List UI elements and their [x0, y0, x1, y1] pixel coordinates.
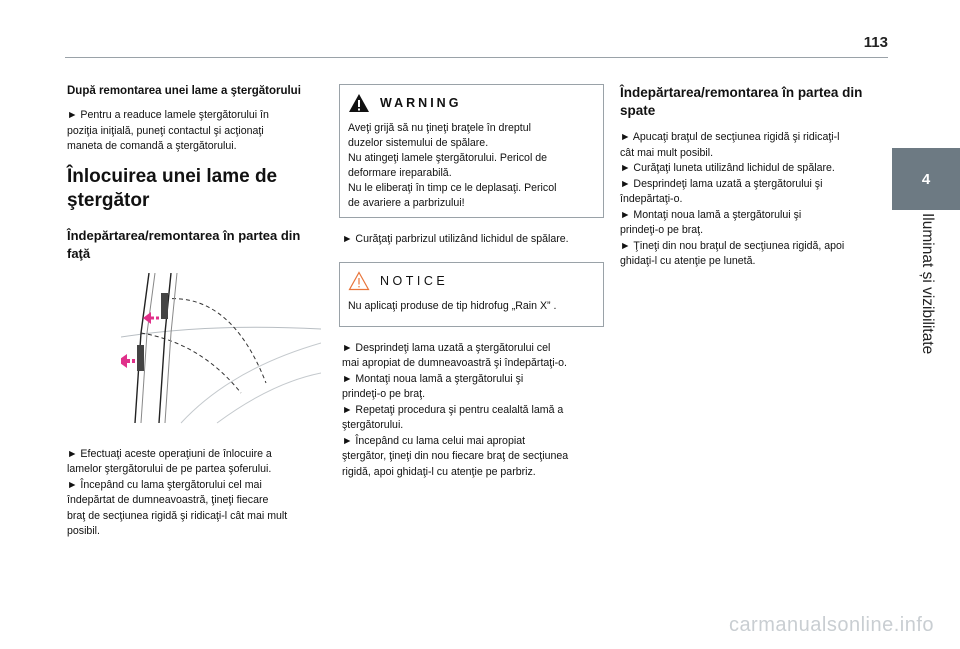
- text-line: duzelor sistemului de spălare.: [348, 137, 489, 149]
- heading-line: spate: [620, 103, 656, 118]
- text-line: Nu atingeţi lamele ştergătorului. Pericol de: [348, 152, 548, 164]
- heading-line: Înlocuirea unei lame de: [67, 165, 278, 187]
- text-line: de avariere a parbrizului!: [348, 197, 465, 209]
- header-rule: [65, 57, 888, 58]
- notice-title: NOTICE: [380, 273, 449, 288]
- text-line: poziţia iniţială, puneţi contactul şi acţionaţi: [67, 124, 264, 137]
- text-line: ► Începând cu lama ştergătorului cel mai: [67, 478, 262, 491]
- chapter-tab: 4: [892, 148, 960, 210]
- text-line: maneta de comandă a ştergătorului.: [67, 140, 237, 152]
- paragraph-clean-windshield: ► Curăţaţi parbrizul utilizând lichidul de spălare.: [342, 233, 569, 245]
- text-line: ştergătorului.: [342, 419, 404, 431]
- text-line: ► Curăţaţi luneta utilizând lichidul de spălare.: [620, 162, 835, 174]
- text-line: ► Desprindeţi lama uzată a ştergătorului şi: [620, 177, 823, 190]
- notice-box: [339, 262, 604, 327]
- paragraph-front-steps: [67, 447, 329, 540]
- section-heading-after-reinstall: După remontarea unei lame a ştergătorului: [67, 85, 301, 97]
- text-line: braţ de secţiunea rigidă şi ridicaţi-l cât mai mult: [67, 509, 288, 522]
- heading-line: ştergător: [67, 189, 150, 211]
- section-heading-rear: [620, 84, 880, 120]
- column-2: [342, 84, 604, 480]
- text-line: ► Apucaţi braţul de secţiunea rigidă şi ridicaţi-l: [620, 131, 840, 143]
- heading-line: Îndepărtarea/remontarea în partea din: [620, 85, 863, 100]
- text-line: deformare ireparabilă.: [348, 167, 452, 179]
- heading-line: Îndepărtarea/remontarea în partea din: [67, 227, 301, 243]
- warning-box: [339, 84, 604, 218]
- paragraph-rear-steps: [620, 130, 880, 270]
- text-line: îndepărtaţi-o.: [620, 193, 683, 205]
- text-line: Nu le eliberaţi în timp ce le deplasaţi. Pericol: [348, 182, 557, 194]
- text-line: ► Ţineţi din nou braţul de secţiunea rigidă, apoi: [620, 239, 845, 252]
- text-line: prindeţi-o pe braţ.: [342, 388, 426, 400]
- page-number: 113: [863, 34, 888, 51]
- watermark-logo: carmanualsonline.info: [728, 614, 934, 636]
- text-line: prindeţi-o pe braţ.: [620, 224, 704, 236]
- section-heading-front: [67, 227, 329, 263]
- text-line: ► Efectuaţi aceste operaţiuni de înlocuire a: [67, 447, 272, 460]
- text-line: ► Montaţi noua lamă a ştergătorului şi: [342, 372, 524, 385]
- text-line: ghidaţi-l cu atenţie pe lunetă.: [620, 255, 756, 267]
- paragraph-reset-position: [67, 108, 329, 155]
- text-line: posibil.: [67, 525, 100, 537]
- text-line: mai apropiat de dumneavoastră şi îndepărtaţi-o.: [342, 357, 567, 369]
- text-line: ► Repetaţi procedura şi pentru cealaltă lamă a: [342, 403, 564, 416]
- wiper-illustration: [121, 273, 321, 431]
- warning-icon: [348, 93, 370, 113]
- column-1: [67, 84, 329, 540]
- heading-line: faţă: [67, 245, 91, 261]
- column-3: [620, 84, 880, 270]
- text-line: ► Începând cu lama celui mai apropiat: [342, 434, 526, 447]
- text-line: ► Pentru a readuce lamele ştergătorului în: [67, 109, 269, 121]
- text-line: îndepărtat de dumneavoastră, ţineţi fiecare: [67, 494, 269, 506]
- warning-text: [348, 121, 595, 211]
- text-line: ştergător, ţineţi din nou fiecare braţ de secţiunea: [342, 450, 569, 462]
- text-line: lamelor ştergătorului de pe partea şoferului.: [67, 463, 272, 475]
- text-line: rigidă, apoi ghidaţi-l cu atenţie pe parbriz.: [342, 465, 536, 478]
- notice-icon: [348, 271, 370, 291]
- paragraph-front-replace: [342, 341, 604, 481]
- notice-text: Nu aplicaţi produse de tip hidrofug „Rain X” .: [348, 299, 557, 312]
- text-line: ► Desprindeţi lama uzată a ştergătorului cel: [342, 341, 551, 354]
- warning-title: WARNING: [380, 96, 462, 110]
- text-line: Aveţi grijă să nu ţineţi braţele în dreptul: [348, 122, 531, 134]
- text-line: cât mai mult posibil.: [620, 146, 714, 159]
- text-line: ► Montaţi noua lamă a ştergătorului şi: [620, 208, 802, 221]
- chapter-heading-replace-blade: [67, 165, 329, 213]
- chapter-label: Iluminat și vizibilitate: [919, 213, 936, 355]
